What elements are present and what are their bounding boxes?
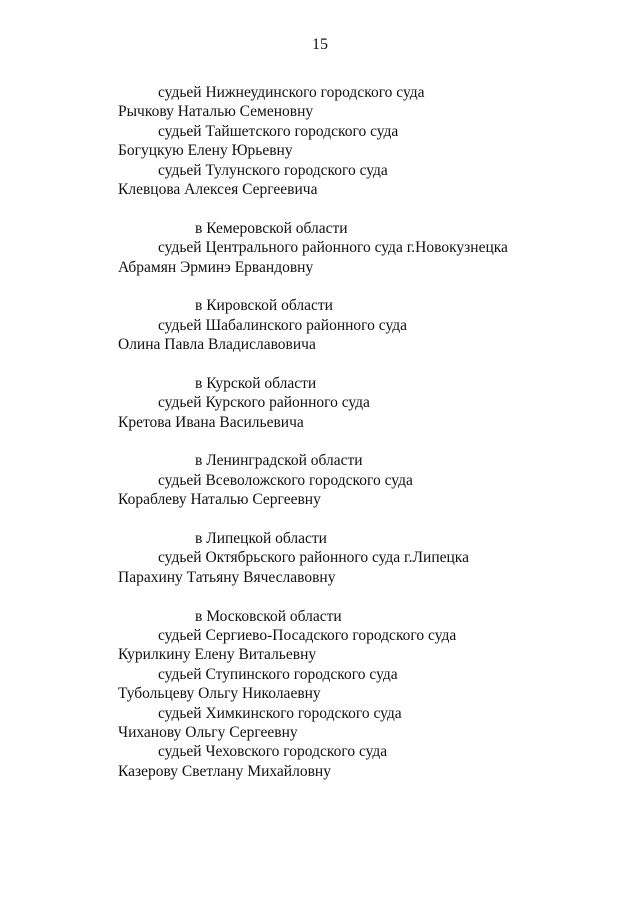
court-appointment-line: судьей Центрального районного суда г.Новокузнецка	[158, 239, 508, 257]
court-appointment-line: судьей Курского районного суда	[158, 394, 370, 412]
court-appointment-line: судьей Химкинского городского суда	[158, 704, 402, 722]
judge-name-line: Богуцкую Елену Юрьевну	[118, 142, 293, 160]
blank-spacer	[118, 277, 598, 296]
court-appointment-line: судьей Шабалинского районного суда	[158, 316, 407, 334]
court-appointment-line: судьей Сергиево-Посадского городского суда	[158, 626, 457, 644]
blank-spacer	[118, 432, 598, 451]
page-number: 15	[312, 36, 328, 53]
region-heading: в Ленинградской области	[195, 452, 363, 470]
document-body	[118, 83, 598, 781]
judge-name-line: Тубольцеву Ольгу Николаевну	[118, 685, 321, 703]
judge-name-line: Чиханову Ольгу Сергеевну	[118, 723, 298, 741]
blank-spacer	[118, 199, 598, 218]
region-heading: в Московской области	[195, 607, 342, 625]
judge-name-line: Курилкину Елену Витальевну	[118, 646, 317, 664]
court-appointment-line: судьей Октябрьского районного суда г.Липецка	[158, 549, 469, 567]
court-appointment-line: судьей Нижнеудинского городского суда	[158, 84, 425, 101]
judge-name-line: Казерову Светлану Михайловну	[118, 762, 331, 780]
court-appointment-line: судьей Чеховского городского суда	[158, 743, 388, 761]
blank-spacer	[118, 587, 598, 606]
court-appointment-line: судьей Ступинского городского суда	[158, 665, 398, 683]
judge-name-line: Парахину Татьяну Вячеславовну	[118, 568, 336, 586]
court-appointment-line: судьей Тайшетского городского суда	[158, 122, 399, 140]
region-heading: в Кировской области	[195, 297, 333, 315]
blank-spacer	[118, 354, 598, 373]
region-heading: в Курской области	[195, 374, 317, 392]
region-heading: в Кемеровской области	[195, 219, 348, 237]
judge-name-line: Рычкову Наталью Семеновну	[118, 103, 314, 121]
judge-name-line: Олина Павла Владиславовича	[118, 336, 316, 354]
judge-name-line: Абрамян Эрминэ Ервандовну	[118, 258, 314, 276]
judge-name-line: Клевцова Алексея Сергеевича	[118, 180, 318, 198]
judge-name-line: Кораблеву Наталью Сергеевну	[118, 491, 321, 509]
blank-spacer	[118, 510, 598, 529]
court-appointment-line: судьей Тулунского городского суда	[158, 161, 388, 179]
judge-name-line: Кретова Ивана Васильевича	[118, 413, 304, 431]
court-appointment-line: судьей Всеволожского городского суда	[158, 471, 413, 489]
region-heading: в Липецкой области	[195, 529, 327, 547]
